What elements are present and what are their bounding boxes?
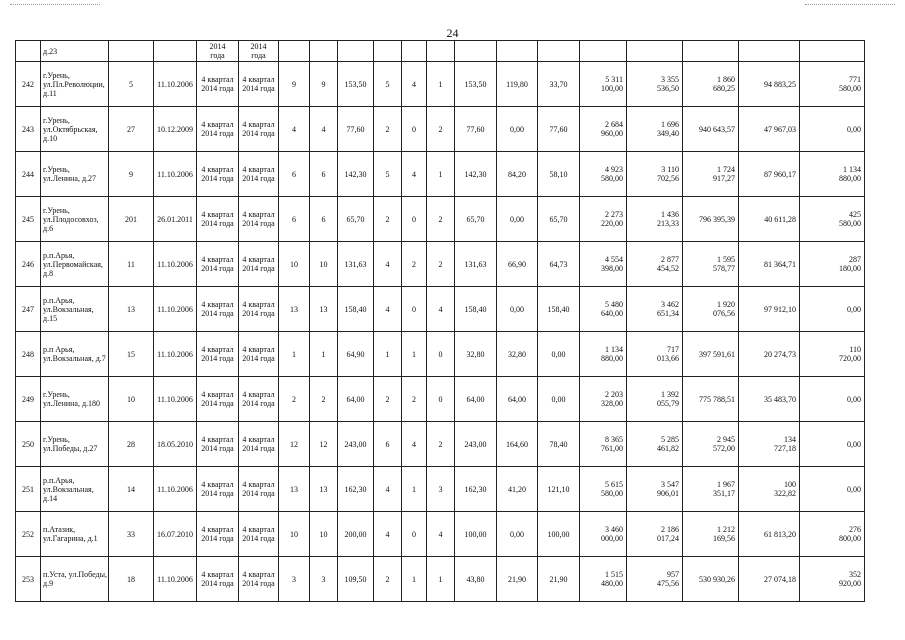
cell-area: 64,00 <box>338 377 374 422</box>
cell-area: 100,00 <box>455 512 497 557</box>
table-row <box>16 197 865 242</box>
cell-quarter-1: 4 квартал 2014 года <box>197 422 239 467</box>
cell-amount: 352 920,00 <box>800 557 865 602</box>
cell-area: 33,70 <box>538 62 580 107</box>
cell-area: 243,00 <box>338 422 374 467</box>
cell-value: 0 <box>402 287 427 332</box>
cell-amount: 717 013,66 <box>627 332 683 377</box>
cell-area: 64,73 <box>538 242 580 287</box>
cell-amount: 1 696 349,40 <box>627 107 683 152</box>
cell-quarter-2: 4 квартал 2014 года <box>239 107 279 152</box>
table-row <box>16 467 865 512</box>
cell-amount: 940 643,57 <box>683 107 739 152</box>
cell-amount: 276 800,00 <box>800 512 865 557</box>
cell-value: 12 <box>279 422 310 467</box>
cell-value: 0 <box>402 107 427 152</box>
cell-count: 13 <box>109 287 154 332</box>
cell-value: 1 <box>427 152 455 197</box>
cell-area: 142,30 <box>338 152 374 197</box>
table-row <box>16 377 865 422</box>
cell-amount: 2 684 960,00 <box>580 107 627 152</box>
cell-value: 2 <box>279 377 310 422</box>
cell-value: 3 <box>279 557 310 602</box>
cell-address: р.п.Арья, ул.Вокзальная, д.15 <box>41 287 109 332</box>
cell-area: 100,00 <box>538 512 580 557</box>
cell-area: 142,30 <box>455 152 497 197</box>
cell-area: 162,30 <box>455 467 497 512</box>
cell-address: р.п.Арья, ул.Вокзальная, д.14 <box>41 467 109 512</box>
cell-value: 1 <box>310 332 338 377</box>
cell-area: 0,00 <box>497 512 538 557</box>
cell-value: 4 <box>374 512 402 557</box>
cell-amount: 100 322,82 <box>739 467 800 512</box>
cell-address: п.Атазик, ул.Гагарина, д.1 <box>41 512 109 557</box>
cell-area: 58,10 <box>538 152 580 197</box>
cell <box>538 41 580 62</box>
cell-amount: 957 475,56 <box>627 557 683 602</box>
cell-area: 0,00 <box>497 107 538 152</box>
cell-value: 1 <box>427 557 455 602</box>
cell <box>627 41 683 62</box>
cell-area: 153,50 <box>455 62 497 107</box>
cell-value: 1 <box>402 467 427 512</box>
cell-area: 77,60 <box>338 107 374 152</box>
cell-value: 10 <box>310 242 338 287</box>
cell-value: 4 <box>402 422 427 467</box>
cell-amount: 1 134 880,00 <box>580 332 627 377</box>
cell-amount: 1 967 351,17 <box>683 467 739 512</box>
cell-value: 5 <box>374 62 402 107</box>
cell-area: 66,90 <box>497 242 538 287</box>
cell-address: р.п Арья, ул.Вокзальная, д.7 <box>41 332 109 377</box>
cell-count: 18 <box>109 557 154 602</box>
cell-area: 21,90 <box>497 557 538 602</box>
cell-value: 13 <box>279 287 310 332</box>
cell-amount: 3 547 906,01 <box>627 467 683 512</box>
cell-value: 2 <box>427 242 455 287</box>
cell-amount: 397 591,61 <box>683 332 739 377</box>
cell-amount: 4 923 580,00 <box>580 152 627 197</box>
cell-quarter-1: 4 квартал 2014 года <box>197 512 239 557</box>
cell-area: 158,40 <box>455 287 497 332</box>
cell-value: 2 <box>374 197 402 242</box>
cell-amount: 1 436 213,33 <box>627 197 683 242</box>
cell-amount: 61 813,20 <box>739 512 800 557</box>
cell-number: 250 <box>16 422 41 467</box>
cell-number: 247 <box>16 287 41 332</box>
table-row <box>16 332 865 377</box>
cell-area: 41,20 <box>497 467 538 512</box>
cell <box>338 41 374 62</box>
cell-amount: 87 960,17 <box>739 152 800 197</box>
cell-date: 16.07.2010 <box>154 512 197 557</box>
cell-address: п.Уста, ул.Победы, д.9 <box>41 557 109 602</box>
cell <box>497 41 538 62</box>
cell-address: г.Урень, ул.Плодосовхоз, д.6 <box>41 197 109 242</box>
cell-value: 2 <box>427 422 455 467</box>
cell-area: 200,00 <box>338 512 374 557</box>
cell-number: 245 <box>16 197 41 242</box>
cell-value: 9 <box>310 62 338 107</box>
cell-amount: 5 285 461,82 <box>627 422 683 467</box>
cell-count: 9 <box>109 152 154 197</box>
cell-count: 11 <box>109 242 154 287</box>
cell-area: 21,90 <box>538 557 580 602</box>
cell-area: 32,80 <box>497 332 538 377</box>
cell-date: 18.05.2010 <box>154 422 197 467</box>
cell-date: 11.10.2006 <box>154 332 197 377</box>
cell-value: 6 <box>279 197 310 242</box>
table-row <box>16 242 865 287</box>
cell <box>800 41 865 62</box>
cell-amount: 1 860 680,25 <box>683 62 739 107</box>
cell-number: 242 <box>16 62 41 107</box>
cell-quarter-1: 4 квартал 2014 года <box>197 197 239 242</box>
cell-count: 10 <box>109 377 154 422</box>
cell-date: 11.10.2006 <box>154 152 197 197</box>
cell-address: г.Урень, ул.Ленина, д.27 <box>41 152 109 197</box>
cell-number: 252 <box>16 512 41 557</box>
cell-date: 11.10.2006 <box>154 62 197 107</box>
cell-value: 1 <box>427 62 455 107</box>
cell-date: 11.10.2006 <box>154 467 197 512</box>
cell-quarter-1: 4 квартал 2014 года <box>197 152 239 197</box>
cell-amount: 796 395,39 <box>683 197 739 242</box>
cell-value: 2 <box>374 107 402 152</box>
cell-count: 33 <box>109 512 154 557</box>
cell <box>16 41 41 62</box>
cell-amount: 4 554 398,00 <box>580 242 627 287</box>
cell-amount: 1 724 917,27 <box>683 152 739 197</box>
cell-date: 10.12.2009 <box>154 107 197 152</box>
cell-number: 253 <box>16 557 41 602</box>
cell-value: 4 <box>374 467 402 512</box>
cell-amount: 425 580,00 <box>800 197 865 242</box>
cell-number: 243 <box>16 107 41 152</box>
cell-value: 6 <box>374 422 402 467</box>
cell-area: 109,50 <box>338 557 374 602</box>
cell <box>455 41 497 62</box>
cell-number: 251 <box>16 467 41 512</box>
cell-quarter-1: 4 квартал 2014 года <box>197 62 239 107</box>
cell-quarter-2: 4 квартал 2014 года <box>239 377 279 422</box>
cell-value: 2 <box>310 377 338 422</box>
header-rule-right <box>805 4 895 5</box>
cell-amount: 110 720,00 <box>800 332 865 377</box>
cell-area: 0,00 <box>538 332 580 377</box>
cell-address: г.Урень, ул.Октябрьская, д.10 <box>41 107 109 152</box>
cell <box>374 41 402 62</box>
cell-amount: 47 967,03 <box>739 107 800 152</box>
cell-amount: 35 483,70 <box>739 377 800 422</box>
cell-value: 4 <box>427 512 455 557</box>
cell-amount: 81 364,71 <box>739 242 800 287</box>
cell-count: 28 <box>109 422 154 467</box>
cell-amount: 1 392 055,79 <box>627 377 683 422</box>
cell-quarter-2: 4 квартал 2014 года <box>239 152 279 197</box>
table-row-continued <box>16 41 865 62</box>
cell-value: 6 <box>310 197 338 242</box>
cell-address: р.п.Арья, ул.Первомайская, д.8 <box>41 242 109 287</box>
cell-address: г.Урень, ул.Ленина, д.180 <box>41 377 109 422</box>
cell-area: 158,40 <box>538 287 580 332</box>
cell-amount: 5 311 100,00 <box>580 62 627 107</box>
cell-amount: 94 883,25 <box>739 62 800 107</box>
cell-value: 6 <box>310 152 338 197</box>
cell-amount: 3 460 000,00 <box>580 512 627 557</box>
cell-quarter-1: 4 квартал 2014 года <box>197 242 239 287</box>
cell-area: 77,60 <box>538 107 580 152</box>
cell-value: 0 <box>402 197 427 242</box>
cell-number: 248 <box>16 332 41 377</box>
cell-value: 2 <box>374 557 402 602</box>
cell <box>427 41 455 62</box>
cell-date: 11.10.2006 <box>154 557 197 602</box>
cell-value: 2 <box>374 377 402 422</box>
cell-count: 15 <box>109 332 154 377</box>
cell-area: 43,80 <box>455 557 497 602</box>
cell-value: 3 <box>427 467 455 512</box>
cell-amount: 5 615 580,00 <box>580 467 627 512</box>
cell-amount: 2 203 328,00 <box>580 377 627 422</box>
cell-amount: 3 462 651,34 <box>627 287 683 332</box>
cell-amount: 1 212 169,56 <box>683 512 739 557</box>
cell-amount: 3 110 702,56 <box>627 152 683 197</box>
cell <box>580 41 627 62</box>
cell <box>683 41 739 62</box>
cell-area: 32,80 <box>455 332 497 377</box>
cell-quarter-1: 4 квартал 2014 года <box>197 557 239 602</box>
cell-area: 164,60 <box>497 422 538 467</box>
cell-value: 4 <box>374 287 402 332</box>
cell-value: 4 <box>279 107 310 152</box>
cell-amount: 287 180,00 <box>800 242 865 287</box>
cell-value: 0 <box>427 377 455 422</box>
cell-quarter-1: 4 квартал 2014 года <box>197 107 239 152</box>
cell-number: 246 <box>16 242 41 287</box>
table-row <box>16 287 865 332</box>
cell-amount: 40 611,28 <box>739 197 800 242</box>
cell-value: 4 <box>402 152 427 197</box>
cell-count: 5 <box>109 62 154 107</box>
cell-quarter-2: 4 квартал 2014 года <box>239 242 279 287</box>
cell <box>310 41 338 62</box>
cell-quarter-2: 4 квартал 2014 года <box>239 467 279 512</box>
table-row <box>16 62 865 107</box>
cell-date: 11.10.2006 <box>154 377 197 422</box>
cell-value: 10 <box>310 512 338 557</box>
cell <box>154 41 197 62</box>
cell-amount: 0,00 <box>800 422 865 467</box>
cell-area: 65,70 <box>538 197 580 242</box>
cell-area: 64,00 <box>455 377 497 422</box>
cell-area: 0,00 <box>497 197 538 242</box>
cell-value: 2 <box>427 197 455 242</box>
cell-area: 0,00 <box>538 377 580 422</box>
cell-value: 13 <box>279 467 310 512</box>
cell-quarter-2: 4 квартал 2014 года <box>239 62 279 107</box>
cell-amount: 0,00 <box>800 377 865 422</box>
cell-address: г.Урень, ул.Победы, д.27 <box>41 422 109 467</box>
cell-value: 10 <box>279 512 310 557</box>
cell-value: 3 <box>310 557 338 602</box>
cell-area: 64,90 <box>338 332 374 377</box>
cell-quarter-1: 4 квартал 2014 года <box>197 332 239 377</box>
cell-area: 64,00 <box>497 377 538 422</box>
cell-value: 6 <box>279 152 310 197</box>
cell-number: 249 <box>16 377 41 422</box>
cell-amount: 775 788,51 <box>683 377 739 422</box>
table-row <box>16 107 865 152</box>
cell-date: 11.10.2006 <box>154 287 197 332</box>
cell-amount: 2 273 220,00 <box>580 197 627 242</box>
cell-amount: 0,00 <box>800 287 865 332</box>
cell-value: 1 <box>402 557 427 602</box>
cell-area: 158,40 <box>338 287 374 332</box>
cell-value: 12 <box>310 422 338 467</box>
housing-table <box>15 40 865 602</box>
cell-quarter-2: 4 квартал 2014 года <box>239 332 279 377</box>
table-row <box>16 422 865 467</box>
cell-address: г.Урень, ул.Пл.Революции, д.11 <box>41 62 109 107</box>
cell-amount: 134 727,18 <box>739 422 800 467</box>
cell-address: д.23 <box>41 41 109 62</box>
cell-amount: 2 945 572,00 <box>683 422 739 467</box>
cell-value: 1 <box>374 332 402 377</box>
cell-value: 2 <box>402 377 427 422</box>
cell-quarter-1: 2014 года <box>197 41 239 62</box>
cell-area: 78,40 <box>538 422 580 467</box>
cell-amount: 27 074,18 <box>739 557 800 602</box>
cell-amount: 8 365 761,00 <box>580 422 627 467</box>
table-row <box>16 152 865 197</box>
table-row <box>16 557 865 602</box>
page-number: 24 <box>446 26 459 40</box>
cell-quarter-1: 4 квартал 2014 года <box>197 287 239 332</box>
cell-value: 2 <box>427 107 455 152</box>
cell-value: 1 <box>279 332 310 377</box>
cell-area: 131,63 <box>455 242 497 287</box>
cell <box>402 41 427 62</box>
cell-quarter-2: 4 квартал 2014 года <box>239 557 279 602</box>
cell-area: 0,00 <box>497 287 538 332</box>
cell-amount: 0,00 <box>800 107 865 152</box>
cell-amount: 530 930,26 <box>683 557 739 602</box>
cell-quarter-2: 4 квартал 2014 года <box>239 197 279 242</box>
cell-quarter-2: 2014 года <box>239 41 279 62</box>
cell-amount: 3 355 536,50 <box>627 62 683 107</box>
cell-amount: 2 877 454,52 <box>627 242 683 287</box>
cell-amount: 1 515 480,00 <box>580 557 627 602</box>
cell-area: 65,70 <box>338 197 374 242</box>
cell-amount: 1 595 578,77 <box>683 242 739 287</box>
cell-value: 13 <box>310 467 338 512</box>
cell <box>279 41 310 62</box>
cell-value: 13 <box>310 287 338 332</box>
cell-amount: 1 134 880,00 <box>800 152 865 197</box>
cell-amount: 0,00 <box>800 467 865 512</box>
cell-quarter-2: 4 квартал 2014 года <box>239 512 279 557</box>
cell-area: 162,30 <box>338 467 374 512</box>
cell-value: 4 <box>310 107 338 152</box>
cell-area: 65,70 <box>455 197 497 242</box>
cell-count: 14 <box>109 467 154 512</box>
cell-area: 84,20 <box>497 152 538 197</box>
cell-quarter-2: 4 квартал 2014 года <box>239 287 279 332</box>
cell-value: 0 <box>402 512 427 557</box>
cell-amount: 771 580,00 <box>800 62 865 107</box>
cell-area: 77,60 <box>455 107 497 152</box>
cell-amount: 20 274,73 <box>739 332 800 377</box>
header-rule-left <box>10 4 100 5</box>
cell-quarter-2: 4 квартал 2014 года <box>239 422 279 467</box>
cell <box>739 41 800 62</box>
cell-area: 243,00 <box>455 422 497 467</box>
cell-value: 0 <box>427 332 455 377</box>
cell-value: 9 <box>279 62 310 107</box>
cell-amount: 2 186 017,24 <box>627 512 683 557</box>
cell-area: 121,10 <box>538 467 580 512</box>
cell-quarter-1: 4 квартал 2014 года <box>197 467 239 512</box>
cell-area: 131,63 <box>338 242 374 287</box>
cell-value: 10 <box>279 242 310 287</box>
cell-amount: 5 480 640,00 <box>580 287 627 332</box>
cell-area: 119,80 <box>497 62 538 107</box>
cell-number: 244 <box>16 152 41 197</box>
cell <box>109 41 154 62</box>
table-row <box>16 512 865 557</box>
cell-count: 201 <box>109 197 154 242</box>
cell-value: 1 <box>402 332 427 377</box>
cell-date: 26.01.2011 <box>154 197 197 242</box>
cell-value: 5 <box>374 152 402 197</box>
cell-value: 4 <box>402 62 427 107</box>
cell-area: 153,50 <box>338 62 374 107</box>
cell-value: 2 <box>402 242 427 287</box>
cell-date: 11.10.2006 <box>154 242 197 287</box>
cell-amount: 1 920 076,56 <box>683 287 739 332</box>
cell-value: 4 <box>374 242 402 287</box>
cell-value: 4 <box>427 287 455 332</box>
cell-count: 27 <box>109 107 154 152</box>
cell-amount: 97 912,10 <box>739 287 800 332</box>
cell-quarter-1: 4 квартал 2014 года <box>197 377 239 422</box>
